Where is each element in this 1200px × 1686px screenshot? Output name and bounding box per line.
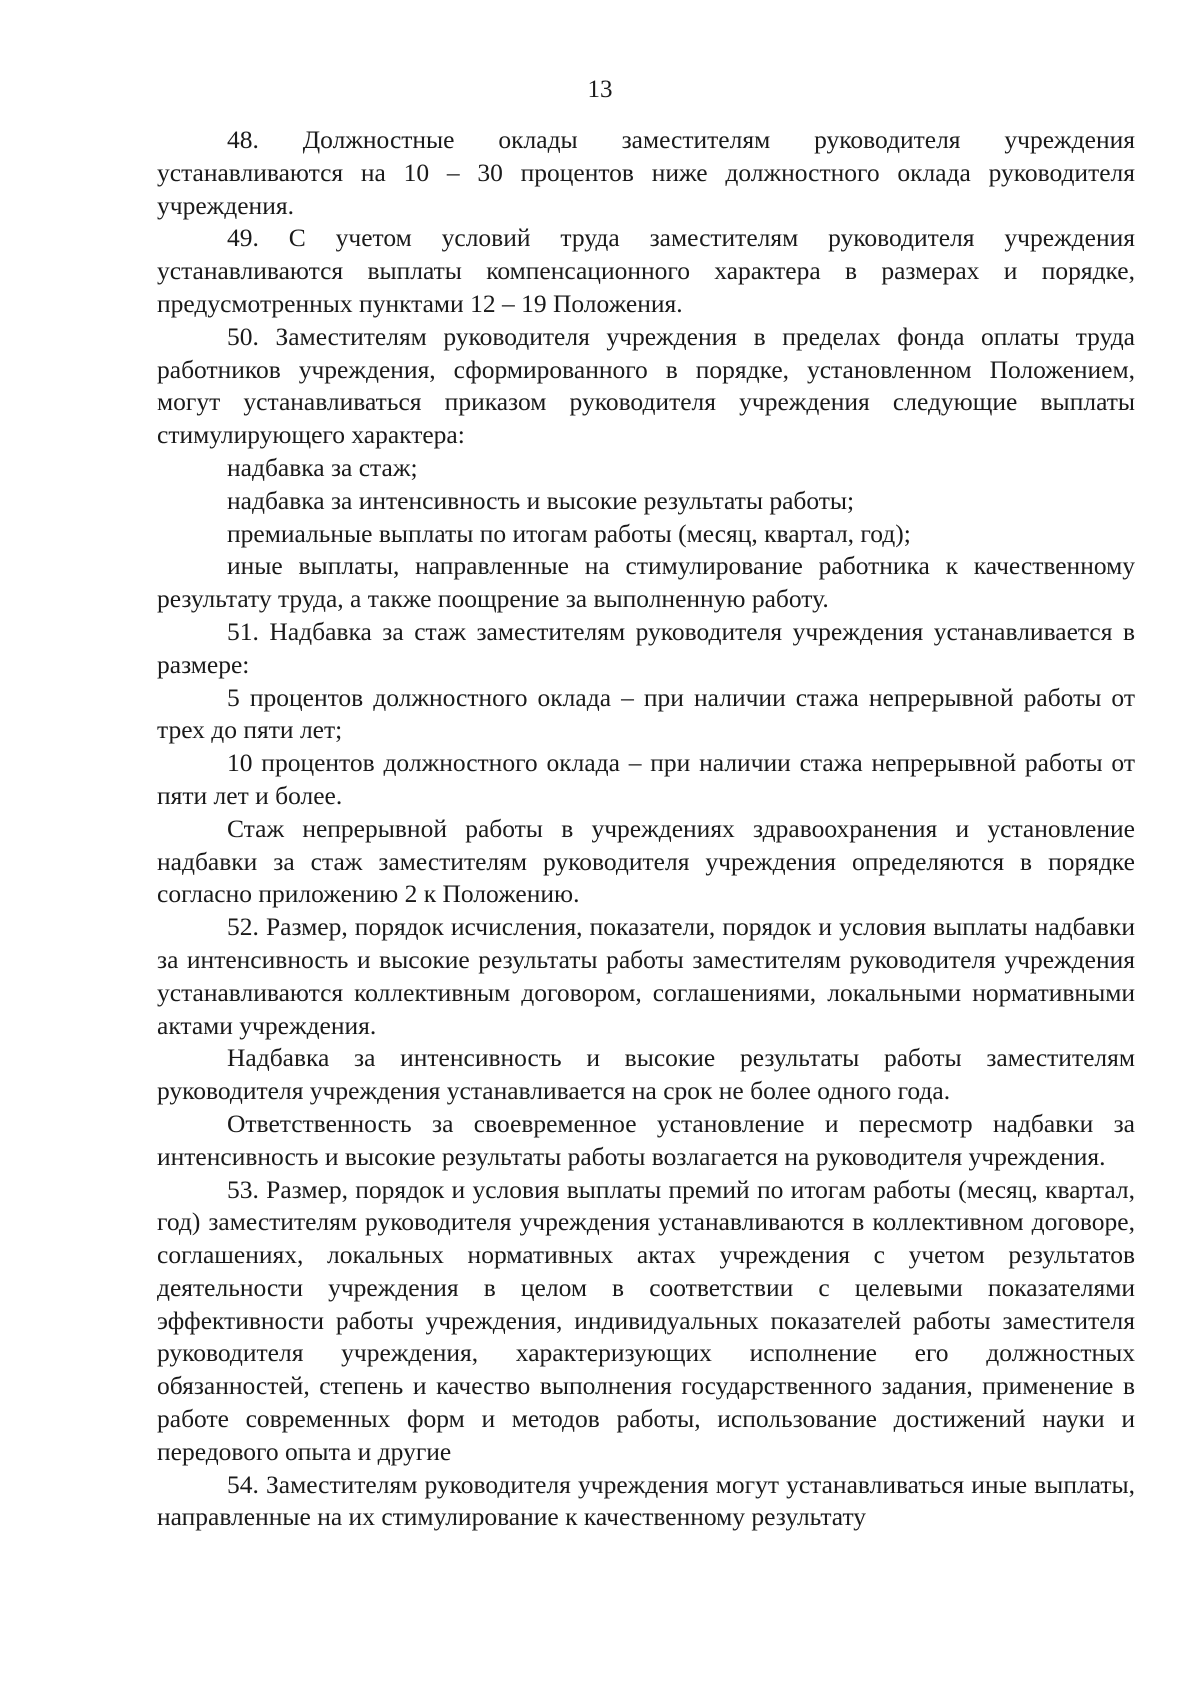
intensity-bonus-term-paragraph: Надбавка за интенсивность и высокие результаты работы заместителям руководителя учреждения устанавливается на срок не более одного года. — [157, 1043, 1135, 1106]
paragraph-54: 54. Заместителям руководителя учреждения могут устанавливаться иные выплаты, направленные на их стимулирование к качественному результату — [157, 1469, 1135, 1532]
paragraph-49: 49. С учетом условий труда заместителям руководителя учреждения устанавливаются выплаты компенсационного характера в размерах и порядке, предусмотренных пунктами 12 – 19 Положения. — [157, 223, 1135, 318]
page-number: 13 — [587, 76, 613, 103]
list-item-intensity-bonus: надбавка за интенсивность и высокие результаты работы; — [227, 485, 855, 515]
paragraph-48: 48. Должностные оклады заместителям руководителя учреждения устанавливаются на 10 – 30 процентов ниже должностного оклада руководителя учреждения. — [157, 125, 1135, 220]
paragraph-51: 51. Надбавка за стаж заместителям руководителя учреждения устанавливается в размере: — [157, 616, 1135, 679]
seniority-rate-5: 5 процентов должностного оклада – при наличии стажа непрерывной работы от трех до пяти лет; — [157, 682, 1135, 745]
seniority-rate-10: 10 процентов должностного оклада – при наличии стажа непрерывной работы от пяти лет и более. — [157, 748, 1135, 810]
paragraph-50: 50. Заместителям руководителя учреждения в пределах фонда оплаты труда работников учреждения, сформированного в порядке, установленном Положением, могут устанавливаться приказом руководителя учреждения следующие выплаты стимулирующего характера: — [157, 321, 1135, 450]
list-item-other-payments: иные выплаты, направленные на стимулирование работника к качественному результату труда, а также поощрение за выполненную работу. — [157, 551, 1135, 614]
document-body — [157, 124, 1135, 1534]
responsibility-paragraph: Ответственность за своевременное установление и пересмотр надбавки за интенсивность и высокие результаты работы возлагается на руководителя учреждения. — [157, 1108, 1135, 1171]
seniority-procedure-paragraph: Стаж непрерывной работы в учреждениях здравоохранения и установление надбавки за стаж заместителям руководителя учреждения определяются в порядке согласно приложению 2 к Положению. — [157, 813, 1135, 909]
paragraph-52: 52. Размер, порядок исчисления, показатели, порядок и условия выплаты надбавки за интенсивность и высокие результаты работы заместителям руководителя учреждения устанавливаются коллективным договором, соглашениями, локальными нормативными актами учреждения. — [157, 912, 1135, 1040]
list-item-bonus-payments: премиальные выплаты по итогам работы (месяц, квартал, год); — [227, 518, 911, 548]
list-item-seniority-bonus: надбавка за стаж; — [227, 452, 418, 482]
paragraph-53: 53. Размер, порядок и условия выплаты премий по итогам работы (месяц, квартал, год) заместителям руководителя учреждения устанавливаются в коллективном договоре, соглашениях, локальных нормативных актах учреждения с учетом результатов деятельности учреждения в целом в соответствии с целевыми показателями эффективности работы учреждения, индивидуальных показателей работы заместителя руководителя учреждения, характеризующих исполнение его должностных обязанностей, степень и качество выполнения государственного задания, применение в работе современных форм и методов работы, использование достижений науки и передового опыта и другие — [157, 1174, 1135, 1466]
